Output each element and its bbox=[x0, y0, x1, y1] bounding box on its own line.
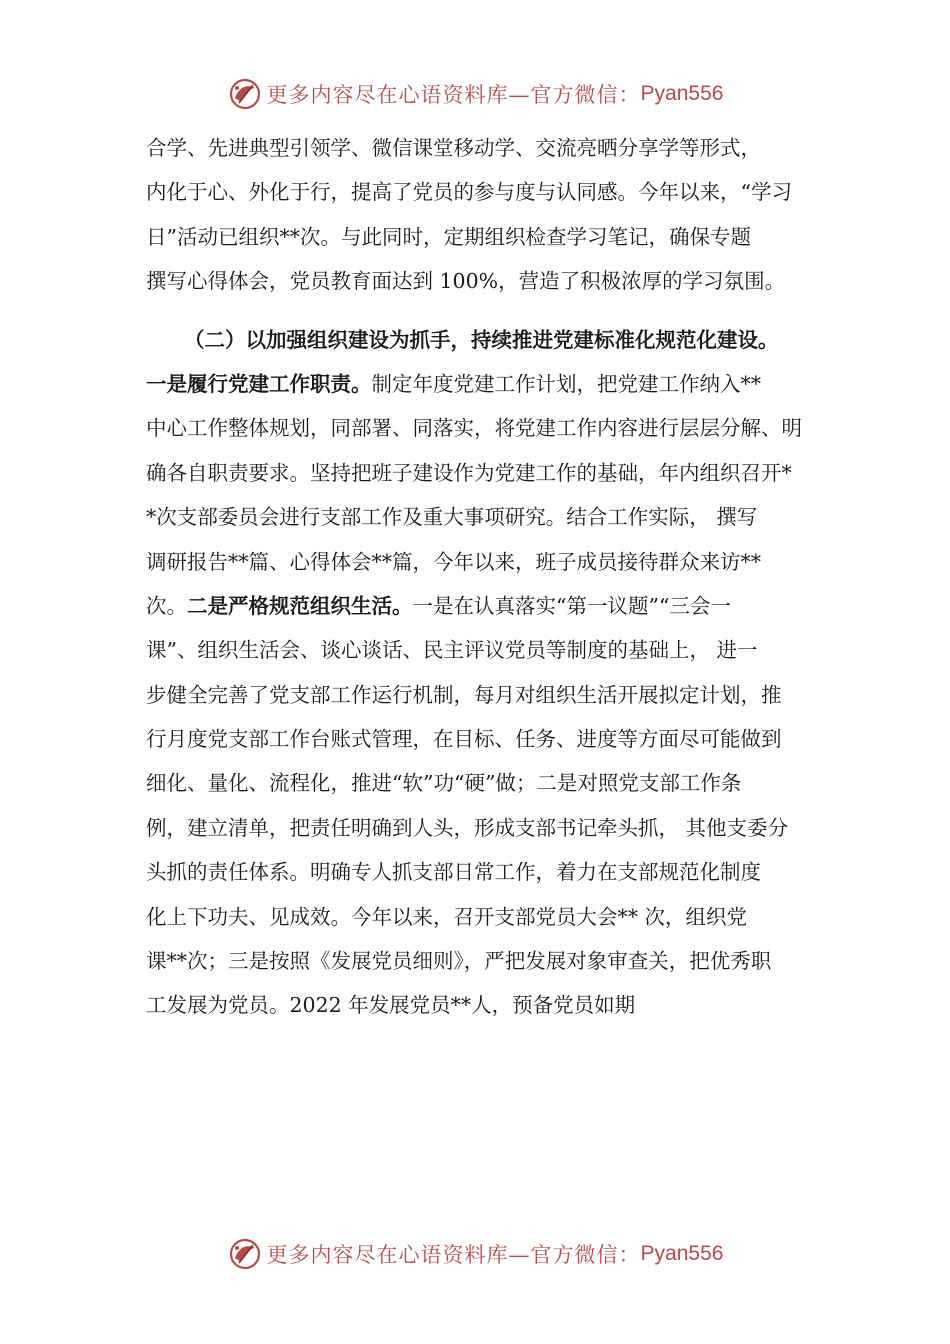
text-line: 步健全完善了党支部工作运行机制，每月对组织生活开展拟定计划，推 bbox=[146, 682, 782, 707]
text-line: 课**次；三是按照《发展党员细则》，严把发展对象审查关，把优秀职 bbox=[146, 949, 772, 974]
footer-watermark bbox=[0, 1232, 950, 1276]
header-watermark bbox=[0, 72, 950, 116]
watermark-logo-icon bbox=[227, 76, 263, 112]
text-line: 撰写心得体会，党员教育面达到 100%，营造了积极浓厚的学习氛围。 bbox=[146, 269, 786, 294]
text-line: 例，建立清单，把责任明确到人头，形成支部书记牵头抓， 其他支委分 bbox=[146, 815, 789, 840]
section-organization-building bbox=[146, 318, 818, 1028]
point-text: 一是在认真落实“第一议题”“三会一 bbox=[412, 593, 731, 618]
text-line: 内化于心、外化于行，提高了党员的参与度与认同感。今年以来，“学习 bbox=[146, 180, 792, 205]
watermark-logo-icon bbox=[227, 1236, 263, 1272]
document-body bbox=[146, 126, 818, 1028]
paragraph-study bbox=[146, 126, 818, 304]
watermark-wechat-id: Pyan556 bbox=[640, 82, 724, 105]
text-line: 头抓的责任体系。明确专人抓支部日常工作，着力在支部规范化制度 bbox=[146, 860, 761, 885]
section-heading: （二）以加强组织建设为抓手，持续推进党建标准化规范化建设。 bbox=[184, 327, 779, 352]
watermark-text: 更多内容尽在心语资料库—官方微信： bbox=[266, 1243, 641, 1267]
text-line: 合学、先进典型引领学、微信课堂移动学、交流亮晒分享学等形式， bbox=[146, 136, 761, 160]
text-line bbox=[146, 584, 818, 628]
text-line: 细化、量化、流程化，推进“软”功“硬”做；二是对照党支部工作条 bbox=[146, 771, 742, 796]
point-text: 制定年度党建工作计划，把党建工作纳入** bbox=[371, 371, 761, 396]
point-title: 一是履行党建工作职责。 bbox=[146, 371, 372, 396]
text-line: 日”活动已组织**次。与此同时，定期组织检查学习笔记，确保专题 bbox=[146, 224, 751, 249]
text-line: *次支部委员会进行支部工作及重大事项研究。结合工作实际， 撰写 bbox=[146, 505, 758, 530]
watermark-text: 更多内容尽在心语资料库—官方微信： bbox=[266, 83, 641, 107]
text-line: 中心工作整体规划，同部署、同落实，将党建工作内容进行层层分解、明 bbox=[146, 416, 802, 441]
point-text: 次。 bbox=[146, 593, 187, 618]
text-line: 课”、组织生活会、谈心谈话、民主评议党员等制度的基础上， 进一 bbox=[146, 638, 758, 663]
text-line bbox=[146, 362, 818, 406]
text-line: 工发展为党员。2022 年发展党员**人，预备党员如期 bbox=[146, 993, 636, 1018]
text-line: 调研报告**篇、心得体会**篇，今年以来，班子成员接待群众来访** bbox=[146, 549, 761, 574]
text-line: 确各自职责要求。坚持把班子建设作为党建工作的基础，年内组织召开* bbox=[146, 460, 792, 485]
point-title: 二是严格规范组织生活。 bbox=[187, 593, 413, 618]
watermark-wechat-id: Pyan556 bbox=[640, 1242, 724, 1265]
text-line: 化上下功夫、见成效。今年以来，召开支部党员大会** 次，组织党 bbox=[146, 904, 748, 929]
text-line: 行月度党支部工作台账式管理，在目标、任务、进度等方面尽可能做到 bbox=[146, 727, 782, 752]
